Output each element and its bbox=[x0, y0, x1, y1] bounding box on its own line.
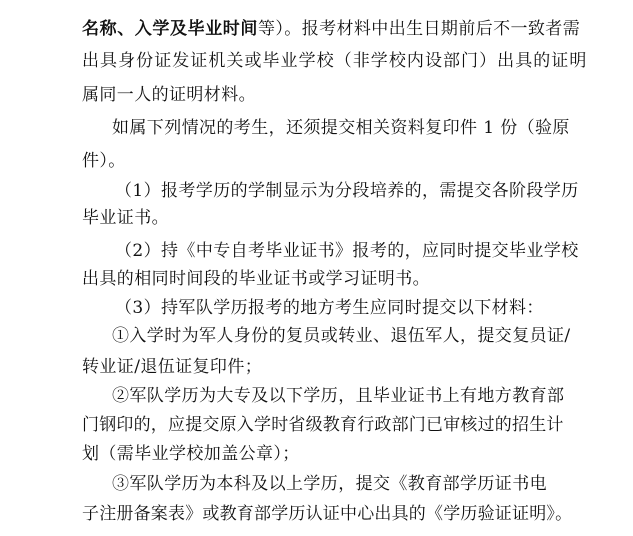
subitem-2-line-1: ②军队学历为大专及以下学历，且毕业证书上有地方教育部 bbox=[112, 386, 565, 406]
list-item-2-line-2: 出具的相同时间段的毕业证书或学习证明书。 bbox=[82, 269, 430, 289]
paragraph-line-5: 件）。 bbox=[82, 151, 126, 171]
list-item-2-line-1: （2）持《中专自考毕业证书》报考的，应同时提交毕业学校 bbox=[115, 241, 579, 261]
list-item-1-line-1: （1）报考学历的学制显示为分段培养的，需提交各阶段学历 bbox=[115, 181, 579, 201]
paragraph-line-2: 出具身份证发证机关或毕业学校（非学校内设部门）出具的证明 bbox=[82, 51, 588, 71]
paragraph-line-1 bbox=[82, 18, 580, 40]
subitem-1-line-2: 转业证/退伍证复印件； bbox=[82, 357, 263, 377]
paragraph-line-3: 属同一人的证明材料。 bbox=[82, 85, 256, 105]
cropped-next-line bbox=[110, 526, 530, 534]
list-item-1-line-2: 毕业证书。 bbox=[82, 208, 169, 228]
bold-heading-fragment: 名称、入学及毕业时间 bbox=[82, 19, 258, 39]
subitem-1-line-1: ①入学时为军人身份的复员或转业、退伍军人，提交复员证/ bbox=[112, 326, 571, 346]
subitem-3-line-2: 子注册备案表》或教育部学历认证中心出具的《学历验证证明》。 bbox=[82, 504, 573, 524]
subitem-2-line-2: 门钢印的，应提交原入学时省级教育行政部门已审核过的招生计 bbox=[82, 415, 564, 435]
subitem-2-line-3: 划（需毕业学校加盖公章）； bbox=[82, 444, 300, 464]
list-item-3-line-1: （3）持军队学历报考的地方考生应同时提交以下材料： bbox=[115, 298, 544, 318]
subitem-3-line-1: ③军队学历为本科及以上学历，提交《教育部学历证书电 bbox=[112, 474, 547, 494]
paragraph-line-1-text: 等）。报考材料中出生日期前后不一致者需 bbox=[258, 19, 581, 39]
paragraph-line-4: 如属下列情况的考生，还须提交相关资料复印件 1 份（验原 bbox=[112, 118, 570, 138]
